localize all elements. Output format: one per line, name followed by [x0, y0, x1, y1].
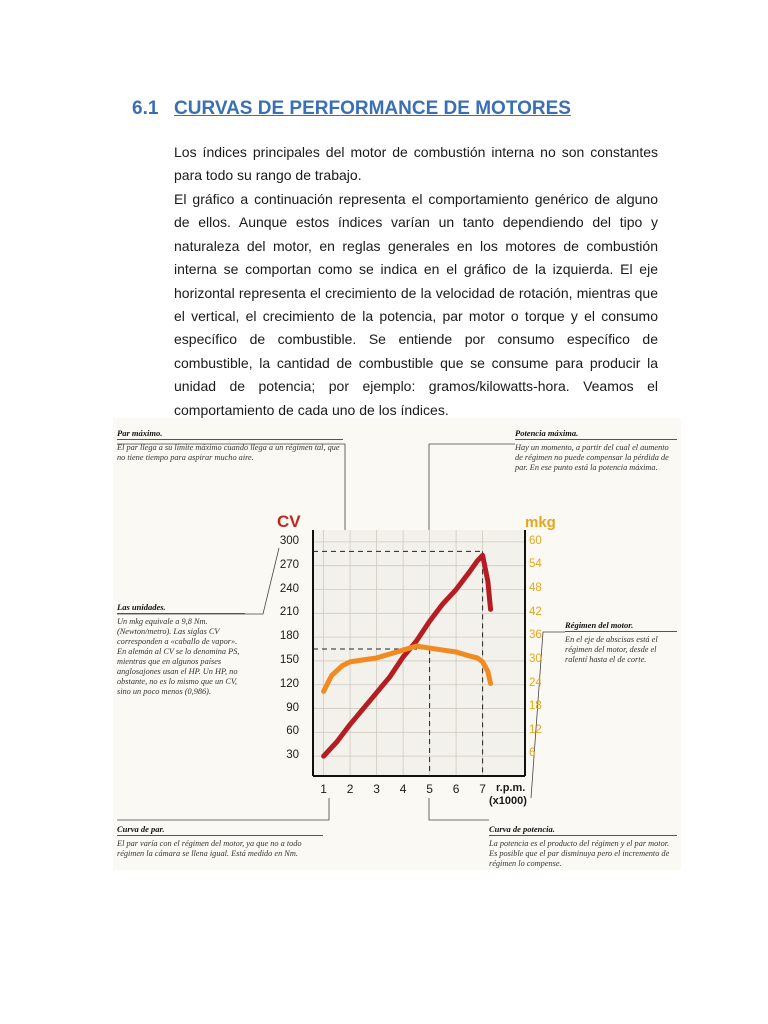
annotation-par-maximo-title: Par máximo. [117, 428, 343, 440]
left-tick-label: 60 [286, 725, 299, 738]
annotation-unidades [117, 602, 245, 697]
annotation-par-maximo [117, 428, 343, 463]
annotation-regimen [565, 620, 677, 665]
annotation-unidades-text: Un mkg equivale a 9,8 Nm. (Newton/metro). Las siglas CV corresponden a «caballo de vapor». En alemán al CV se lo denomina PS, mientras que en algunos países anglosajones usan el HP. Un HP, no obstante, no es lo mismo que un CV, sino un poco menos (0,986). [117, 617, 240, 696]
x-tick-label: 2 [346, 782, 354, 796]
annotation-potencia-maxima-text: Hay un momento, a partir del cual el aumento de régimen no puede compensar la pérdida de par. En ese punto está la potencia máxima. [515, 443, 669, 472]
x-tick-label: 5 [426, 782, 433, 796]
left-tick-label: 270 [279, 558, 299, 571]
paragraph-body: El gráfico a continuación representa el comportamiento genérico de alguno de ellos. Aunque estos índices varían un tanto dependiendo del tipo y naturaleza del motor, en reglas generales en los motores de combustión interna se comportan como se indica en el gráfico de la izquierda. El eje horizontal representa el crecimiento de la velocidad de rotación, mientras que el vertical, el crecimiento de la potencia, par motor o torque y el consumo específico de combustible. Se entiende por consumo específico de combustible, la cantidad de combustible que se consume para producir la unidad de potencia; por ejemplo: gramos/kilowatts-hora. Veamos el comportamiento de cada uno de los índices. [174, 191, 658, 418]
x-tick-label: 7 [479, 782, 486, 796]
annotation-curva-par-text: El par varía con el régimen del motor, ya que no a todo régimen la cámara se llena igual. Está medido en Nm. [117, 839, 302, 858]
x-tick-label: 4 [399, 782, 407, 796]
annotation-curva-potencia-title: Curva de potencia. [489, 824, 677, 836]
right-tick-label: 60 [529, 534, 542, 547]
left-tick-label: 180 [279, 630, 299, 643]
section-heading [132, 98, 571, 120]
right-tick-label: 36 [529, 629, 542, 642]
section-title: CURVAS DE PERFORMANCE DE MOTORES [174, 98, 571, 119]
left-tick-label: 210 [279, 606, 299, 619]
annotation-potencia-maxima [515, 428, 677, 473]
left-tick-label: 150 [279, 653, 299, 666]
left-axis-label: CV [277, 512, 301, 531]
right-tick-label: 24 [529, 676, 542, 689]
right-tick-label: 18 [529, 700, 542, 713]
annotation-unidades-title: Las unidades. [117, 602, 245, 614]
left-tick-label: 90 [286, 701, 299, 714]
left-tick-label: 300 [279, 534, 299, 547]
right-tick-label: 12 [529, 723, 542, 736]
performance-figure [113, 418, 681, 870]
annotation-curva-par-title: Curva de par. [117, 824, 323, 836]
x-tick-label: 6 [452, 782, 460, 796]
annotation-par-maximo-text: El par llega a su límite máximo cuando llega a un régimen tal, que no tiene tiempo para aspirar mucho aire. [117, 443, 340, 462]
right-tick-label: 30 [529, 652, 542, 665]
annotation-curva-potencia-text: La potencia es el producto del régimen y el par motor. Es posible que el par disminuya pero el incremento de régimen lo compense. [489, 839, 670, 868]
x-axis-unit: (x1000) [489, 795, 527, 807]
annotation-regimen-title: Régimen del motor. [565, 620, 677, 632]
right-tick-label: 54 [529, 558, 542, 571]
plot-area [313, 530, 525, 776]
section-number: 6.1 [132, 98, 159, 119]
paragraph-intro: Los índices principales del motor de combustión interna no son constantes para todo su rango de trabajo. [174, 144, 658, 184]
annotation-potencia-maxima-title: Potencia máxima. [515, 428, 677, 440]
right-axis-label: mkg [525, 514, 556, 531]
x-tick-label: 1 [320, 782, 327, 796]
left-tick-label: 240 [279, 582, 299, 595]
leader-line [429, 798, 489, 820]
annotation-curva-par [117, 824, 323, 859]
x-tick-label: 3 [373, 782, 380, 796]
left-tick-label: 120 [279, 677, 299, 690]
annotation-regimen-text: En el eje de abscisas está el régimen del motor, desde el ralentí hasta el de corte. [565, 635, 658, 664]
right-tick-label: 42 [529, 605, 542, 618]
x-axis-label: r.p.m. [496, 782, 526, 794]
right-tick-label: 48 [529, 582, 542, 595]
annotation-curva-potencia [489, 824, 677, 869]
left-tick-label: 30 [286, 749, 299, 762]
right-tick-label: 6 [529, 747, 536, 760]
leader-line [117, 798, 329, 820]
